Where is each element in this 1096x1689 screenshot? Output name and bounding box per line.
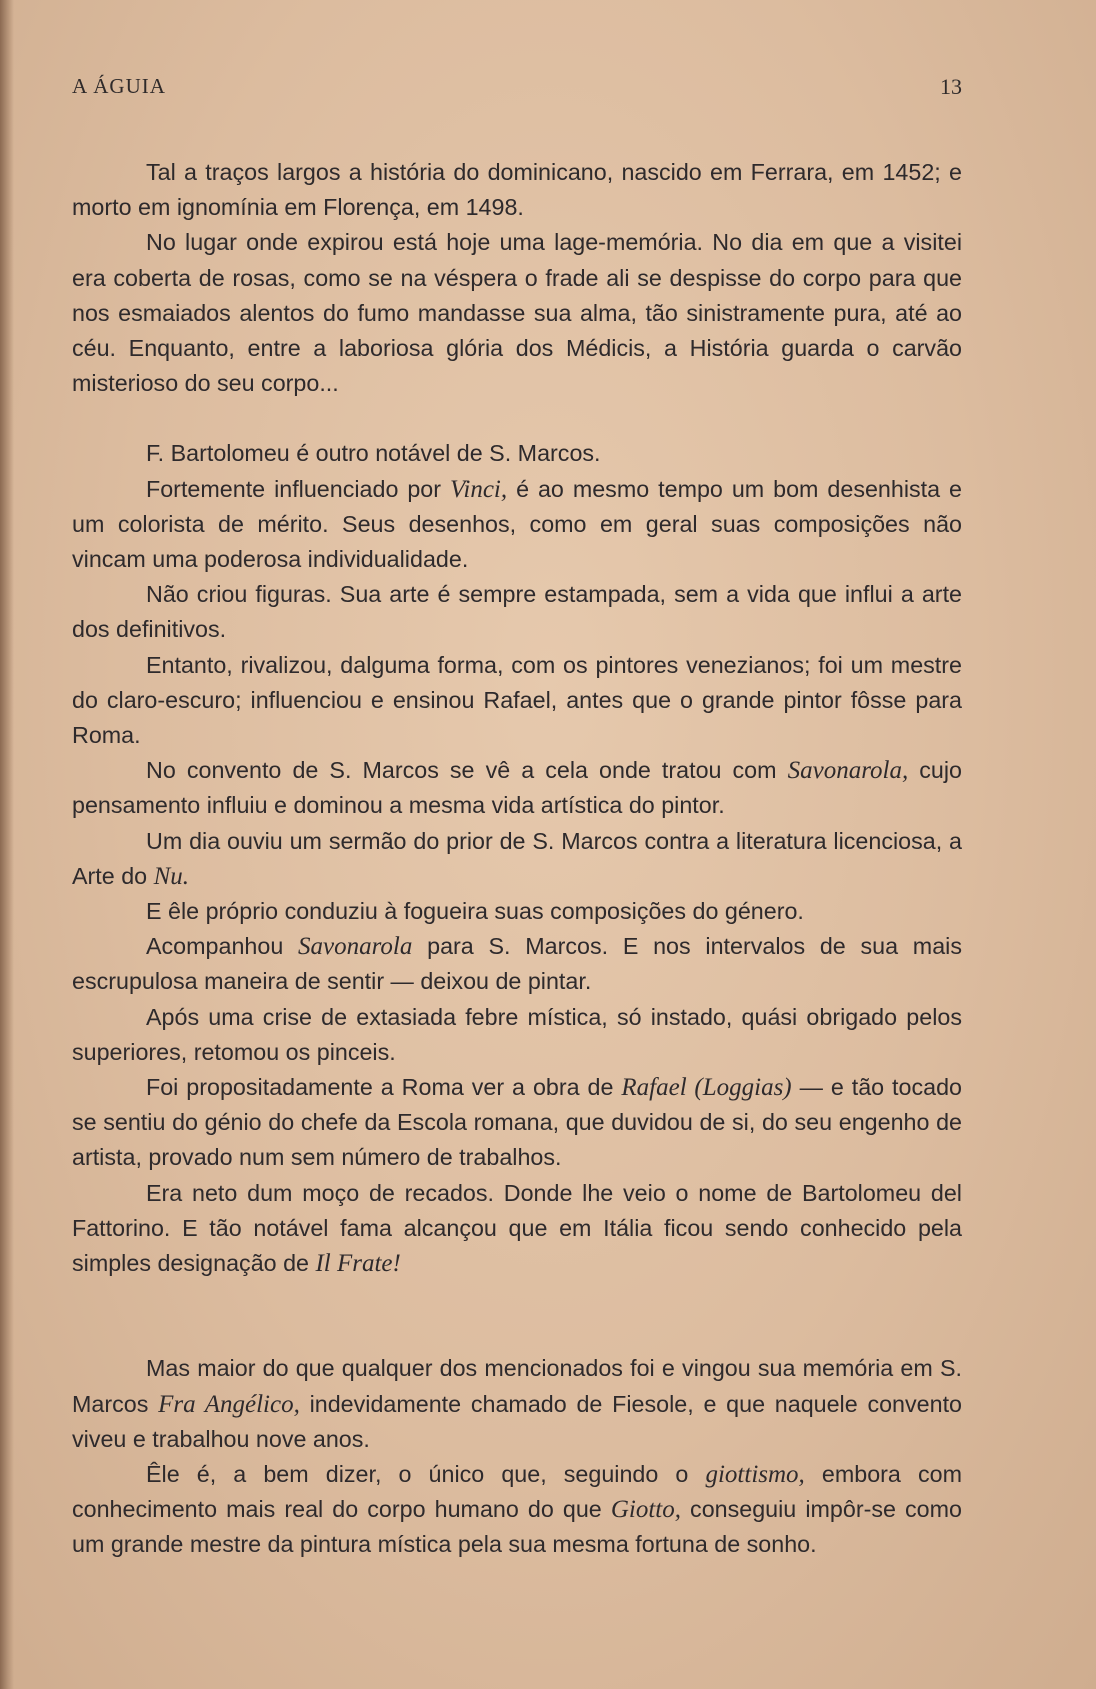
paragraph-6	[72, 648, 962, 754]
text-run: para S. Marcos. E nos intervalos de sua mais escrupulosa maneira de sentir — deixou de pintar.	[72, 933, 962, 995]
paragraph-4	[72, 472, 962, 578]
text-run: Acompanhou	[146, 933, 299, 960]
text-run: No convento de S. Marcos se vê a cela onde tratou com	[146, 757, 788, 784]
text-run: indevidamente chamado de Fiesole, e que naquele convento viveu e trabalhou nove anos.	[72, 1390, 962, 1452]
journal-title: A ÁGUIA	[72, 74, 166, 98]
text-run: Entanto, rivalizou, dalguma forma, com os pintores venezianos; foi um mestre do claro-escuro; influenciou e ensinou Rafael, antes que o grande pintor fôsse para Roma.	[72, 651, 962, 749]
page-edge	[0, 0, 14, 1689]
running-header	[72, 74, 962, 104]
text-run: cujo pensamento influiu e dominou a mesma vida artística do pintor.	[72, 757, 962, 819]
italic-run: Giotto,	[610, 1496, 681, 1524]
text-run: — e tão tocado se sentiu do génio do chefe da Escola romana, que duvidou de si, do seu engenho de artista, provado num sem número de trabalhos.	[72, 1074, 962, 1171]
paragraph-9	[72, 894, 962, 929]
paragraph-2	[72, 225, 962, 401]
text-run: Era neto dum moço de recados. Donde lhe veio o nome de Bartolomeu del Fattorino. E tão notável fama alcançou que em Itália ficou sendo conhecido pela simples designação de	[72, 1179, 962, 1277]
italic-run: Rafael (Loggias)	[621, 1074, 792, 1102]
text-run: Foi propositadamente a Roma ver a obra de	[146, 1074, 622, 1101]
paragraph-11	[72, 1000, 962, 1070]
text-run: E êle próprio conduziu à fogueira suas composições do género.	[146, 898, 804, 925]
paragraph-1	[72, 155, 962, 225]
body-text	[72, 155, 962, 1563]
text-run: Mas maior do que qualquer dos mencionados foi e vingou sua memória em S. Marcos	[72, 1355, 962, 1417]
italic-run: Fra Angélico,	[158, 1390, 300, 1418]
text-run: Não criou figuras. Sua arte é sempre estampada, sem a vida que influi a arte dos definitivos.	[72, 581, 962, 643]
paragraph-12	[72, 1070, 962, 1176]
page-number: 13	[940, 74, 962, 99]
italic-run: Nu.	[153, 862, 190, 890]
text-run: Tal a traços largos a história do dominicano, nascido em Ferrara, em 1452; e morto em ignomínia em Florença, em 1498.	[72, 159, 962, 221]
text-run: Após uma crise de extasiada febre mística, só instado, quási obrigado pelos superiores, retomou os pinceis.	[72, 1003, 962, 1065]
italic-run: giottismo,	[705, 1460, 805, 1488]
paragraph-7	[72, 753, 962, 823]
italic-run: Savonarola	[298, 933, 413, 961]
text-run: Êle é, a bem dizer, o único que, seguindo o	[146, 1460, 706, 1487]
paragraph-15	[72, 1457, 962, 1563]
paragraph-10	[72, 929, 962, 999]
italic-run: Il Frate!	[315, 1250, 401, 1278]
text-run: Fortemente influenciado por	[146, 475, 450, 502]
paragraph-14	[72, 1351, 962, 1457]
text-run: conseguiu impôr-se como um grande mestre da pintura mística pela sua mesma fortuna de sonho.	[72, 1496, 962, 1558]
paragraph-13	[72, 1176, 962, 1282]
text-run: F. Bartolomeu é outro notável de S. Marcos.	[146, 440, 601, 467]
paragraph-5	[72, 577, 962, 647]
paragraph-8	[72, 824, 962, 894]
italic-run: Vinci,	[449, 475, 508, 503]
paragraph-3	[72, 436, 962, 471]
text-run: No lugar onde expirou está hoje uma lage-memória. No dia em que a visitei era coberta de rosas, como se na véspera o frade ali se despisse do corpo para que nos esmaiados alentos do fumo mandasse sua alma, tão sinistramente pura, até ao céu. Enquanto, entre a laboriosa glória dos Médicis, a História guarda o carvão misterioso do seu corpo...	[72, 229, 962, 397]
italic-run: Savonarola,	[787, 757, 909, 785]
text-run: Um dia ouviu um sermão do prior de S. Marcos contra a literatura licenciosa, a Arte do	[72, 827, 962, 889]
text-run: embora com conhecimento mais real do corpo humano do que	[72, 1460, 962, 1523]
text-run: é ao mesmo tempo um bom desenhista e um colorista de mérito. Seus desenhos, como em geral suas composições não vincam uma poderosa individualidade.	[72, 475, 962, 573]
